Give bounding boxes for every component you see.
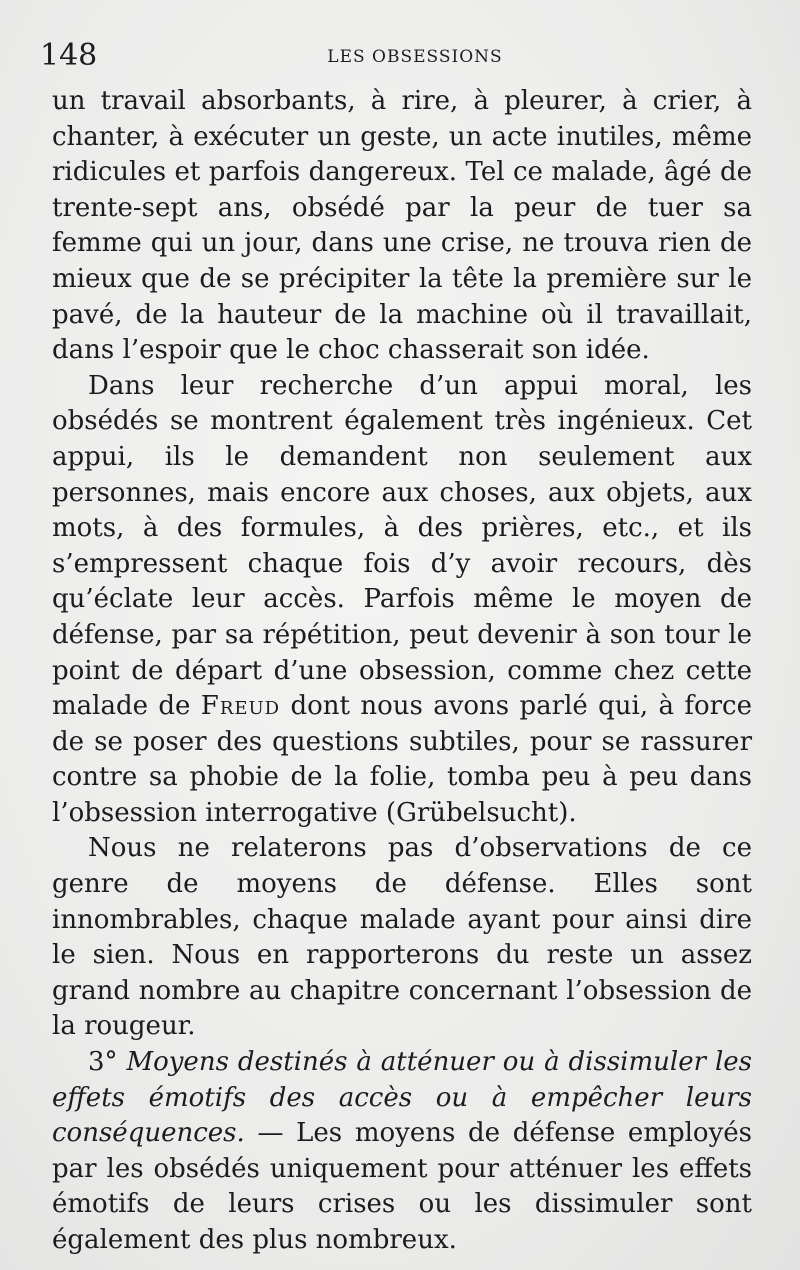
body-text (52, 84, 752, 1259)
paragraph-2-part-1: Dans leur recherche d’un appui moral, les obsédés se montrent également très ingénieux. Cet appui, ils le demandent non seulement aux personnes, mais encore aux choses, aux objets, aux mots, à des formules, à des prières, etc., et ils s’empressent chaque fois d’y avoir recours, dès qu’éclate leur accès. Parfois même le moyen de défense, par sa répétition, peut devenir à son tour le point de départ d’une obsession, comme chez cette malade de (52, 370, 752, 722)
paragraph-4 (52, 1045, 752, 1259)
author-name-freud: Freud (200, 691, 281, 722)
paragraph-3: Nous ne relaterons pas d’observations de ce genre de moyens de défense. Elles sont innombrables, chaque malade ayant pour ainsi dire le sien. Nous en rapporterons du reste un assez grand nombre au chapitre concernant l’obsession de la rougeur. (52, 833, 752, 1042)
paragraph-2 (52, 369, 752, 832)
paragraph-4-text: — Les moyens de défense employés par les obsédés uniquement pour atténuer les effets émotifs de leurs crises ou les dissimuler sont également des plus nombreux. (52, 1118, 752, 1255)
paragraph-1: un travail absorbants, à rire, à pleurer, à crier, à chanter, à exécuter un geste, un acte inutiles, même ridicules et parfois dangereux. Tel ce malade, âgé de trente-sept ans, obsédé par la peur de tuer sa femme qui un jour, dans une crise, ne trouva rien de mieux que de se précipiter la tête la première sur le pavé, de la hauteur de la machine où il travaillait, dans l’espoir que le choc chasserait son idée. (52, 86, 752, 366)
running-title: LES OBSESSIONS (327, 47, 503, 67)
page-header (40, 38, 760, 74)
paragraph-2-part-2: dont nous avons parlé qui, à force de se poser des questions subtiles, pour se rassurer contre sa phobie de la folie, tomba peu à peu dans l’obsession interrogative (Grübelsucht). (52, 691, 753, 828)
section-heading: Moyens destinés à atténuer ou à dissimuler les effets émotifs des accès ou à empêcher leurs conséquences. (52, 1047, 752, 1149)
page-number: 148 (40, 38, 98, 73)
section-number: 3° (88, 1047, 127, 1078)
